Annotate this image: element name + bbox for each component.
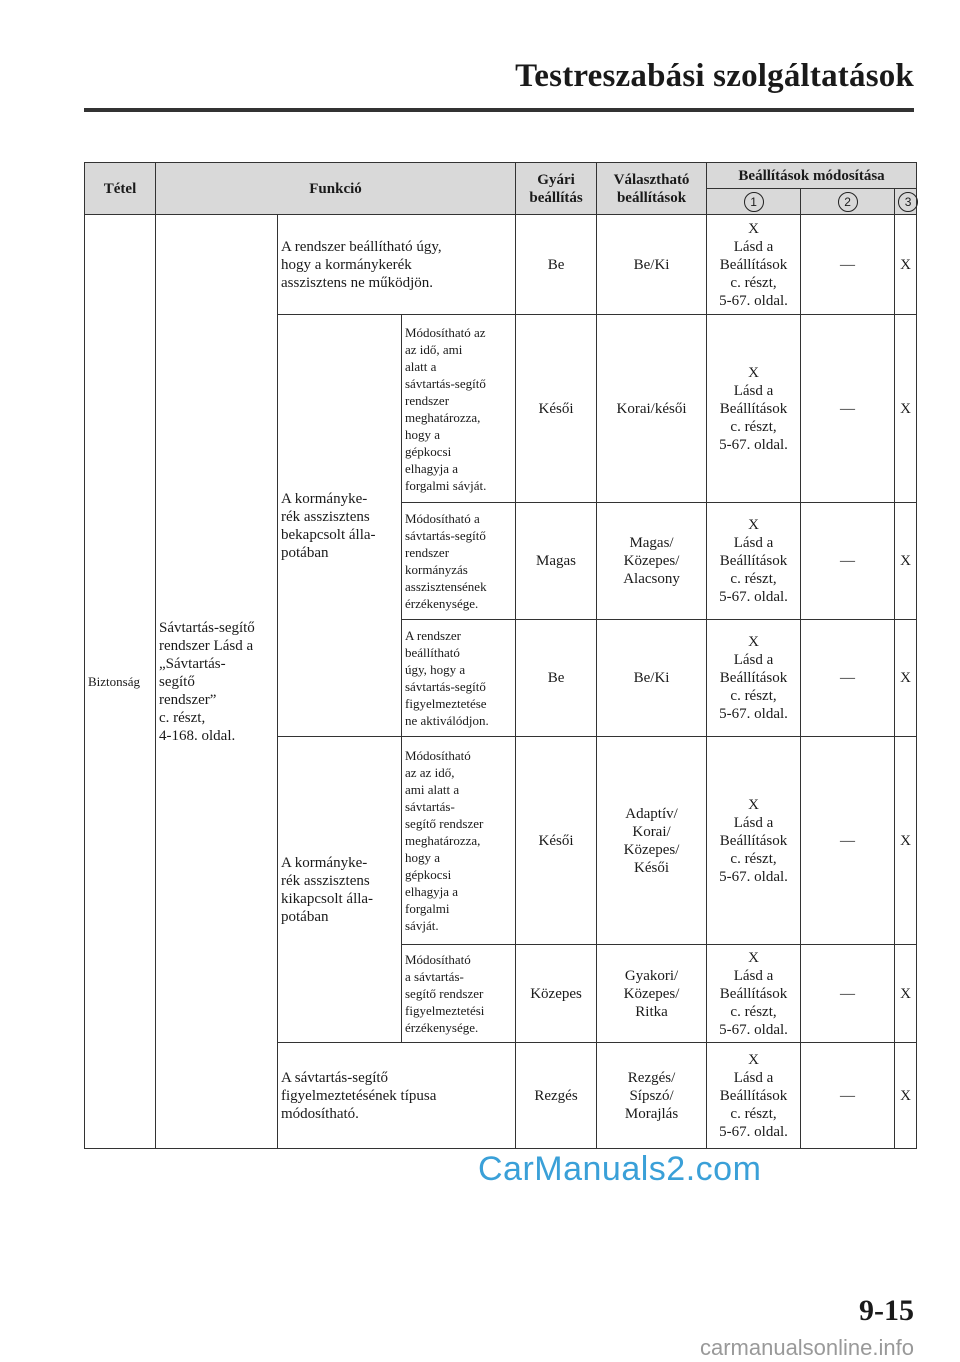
- feature-cell: Sávtartás-segítő rendszer Lásd a „Sávtartás- segítő rendszer” c. részt, 4-168. oldal.: [156, 215, 278, 1149]
- modify-3-cell: X: [895, 315, 917, 503]
- options-cell: Korai/késői: [597, 315, 707, 503]
- header-item: Tétel: [85, 163, 156, 215]
- modify-2-cell: —: [801, 503, 895, 620]
- page-number: 9-15: [859, 1294, 914, 1327]
- function-cell: A rendszer beállítható úgy, hogy a sávtartás-segítő figyelmeztetése ne aktiválódjon.: [402, 620, 516, 737]
- table-row: [85, 215, 917, 315]
- modify-1-cell: X Lásd a Beállítások c. részt, 5-67. oldal.: [707, 620, 801, 737]
- modify-1-cell: X Lásd a Beállítások c. részt, 5-67. oldal.: [707, 945, 801, 1043]
- header-modify: Beállítások módosítása: [707, 163, 917, 189]
- modify-2-cell: —: [801, 620, 895, 737]
- default-cell: Magas: [516, 503, 597, 620]
- options-cell: Rezgés/ Sípszó/ Morajlás: [597, 1043, 707, 1149]
- default-cell: Késői: [516, 737, 597, 945]
- default-cell: Be: [516, 215, 597, 315]
- modify-2-cell: —: [801, 945, 895, 1043]
- options-cell: Be/Ki: [597, 215, 707, 315]
- header-modify-3: [895, 189, 917, 215]
- watermark-logo: CarManuals2.com: [478, 1150, 762, 1188]
- function-cell: Módosítható a sávtartás-segítő rendszer kormányzás asszisztensének érzékenysége.: [402, 503, 516, 620]
- options-cell: Adaptív/ Korai/ Közepes/ Késői: [597, 737, 707, 945]
- header-modify-2: [801, 189, 895, 215]
- condition-off-cell: A kormányke- rék asszisztens kikapcsolt álla- potában: [278, 737, 402, 1043]
- condition-on-cell: A kormányke- rék asszisztens bekapcsolt álla- potában: [278, 315, 402, 737]
- header-function: Funkció: [156, 163, 516, 215]
- circled-number-2: 2: [838, 192, 858, 212]
- function-cell: Módosítható az az idő, ami alatt a sávtartás-segítő rendszer meghatározza, hogy a gépkocsi elhagyja a forgalmi sávját.: [402, 315, 516, 503]
- circled-number-1: 1: [744, 192, 764, 212]
- function-cell: Módosítható az az idő, ami alatt a sávtartás- segítő rendszer meghatározza, hogy a gépkocsi elhagyja a forgalmi sávját.: [402, 737, 516, 945]
- page-title: Testreszabási szolgáltatások: [515, 58, 914, 94]
- footer-site: carmanualsonline.info: [699, 1335, 914, 1360]
- modify-2-cell: —: [801, 215, 895, 315]
- header-default: Gyári beállítás: [516, 163, 597, 215]
- modify-1-cell: X Lásd a Beállítások c. részt, 5-67. oldal.: [707, 215, 801, 315]
- modify-3-cell: X: [895, 215, 917, 315]
- modify-1-cell: X Lásd a Beállítások c. részt, 5-67. oldal.: [707, 1043, 801, 1149]
- modify-3-cell: X: [895, 503, 917, 620]
- modify-2-cell: —: [801, 1043, 895, 1149]
- default-cell: Rezgés: [516, 1043, 597, 1149]
- default-cell: Késői: [516, 315, 597, 503]
- modify-1-cell: X Lásd a Beállítások c. részt, 5-67. oldal.: [707, 315, 801, 503]
- modify-3-cell: X: [895, 945, 917, 1043]
- circled-number-3: 3: [898, 192, 918, 212]
- header-rule: [84, 108, 914, 112]
- modify-3-cell: X: [895, 737, 917, 945]
- modify-3-cell: X: [895, 620, 917, 737]
- options-cell: Gyakori/ Közepes/ Ritka: [597, 945, 707, 1043]
- options-cell: Magas/ Közepes/ Alacsony: [597, 503, 707, 620]
- modify-2-cell: —: [801, 737, 895, 945]
- function-cell: Módosítható a sávtartás- segítő rendszer figyelmeztetési érzékenysége.: [402, 945, 516, 1043]
- header-selectable: Választható beállítások: [597, 163, 707, 215]
- default-cell: Közepes: [516, 945, 597, 1043]
- category-cell: Biztonság: [85, 215, 156, 1149]
- modify-3-cell: X: [895, 1043, 917, 1149]
- modify-1-cell: X Lásd a Beállítások c. részt, 5-67. oldal.: [707, 737, 801, 945]
- default-cell: Be: [516, 620, 597, 737]
- options-cell: Be/Ki: [597, 620, 707, 737]
- modify-1-cell: X Lásd a Beállítások c. részt, 5-67. oldal.: [707, 503, 801, 620]
- function-cell: A rendszer beállítható úgy, hogy a kormánykerék asszisztens ne működjön.: [278, 215, 516, 315]
- header-modify-1: [707, 189, 801, 215]
- settings-table: [84, 162, 917, 1149]
- function-cell: A sávtartás-segítő figyelmeztetésének típusa módosítható.: [278, 1043, 516, 1149]
- modify-2-cell: —: [801, 315, 895, 503]
